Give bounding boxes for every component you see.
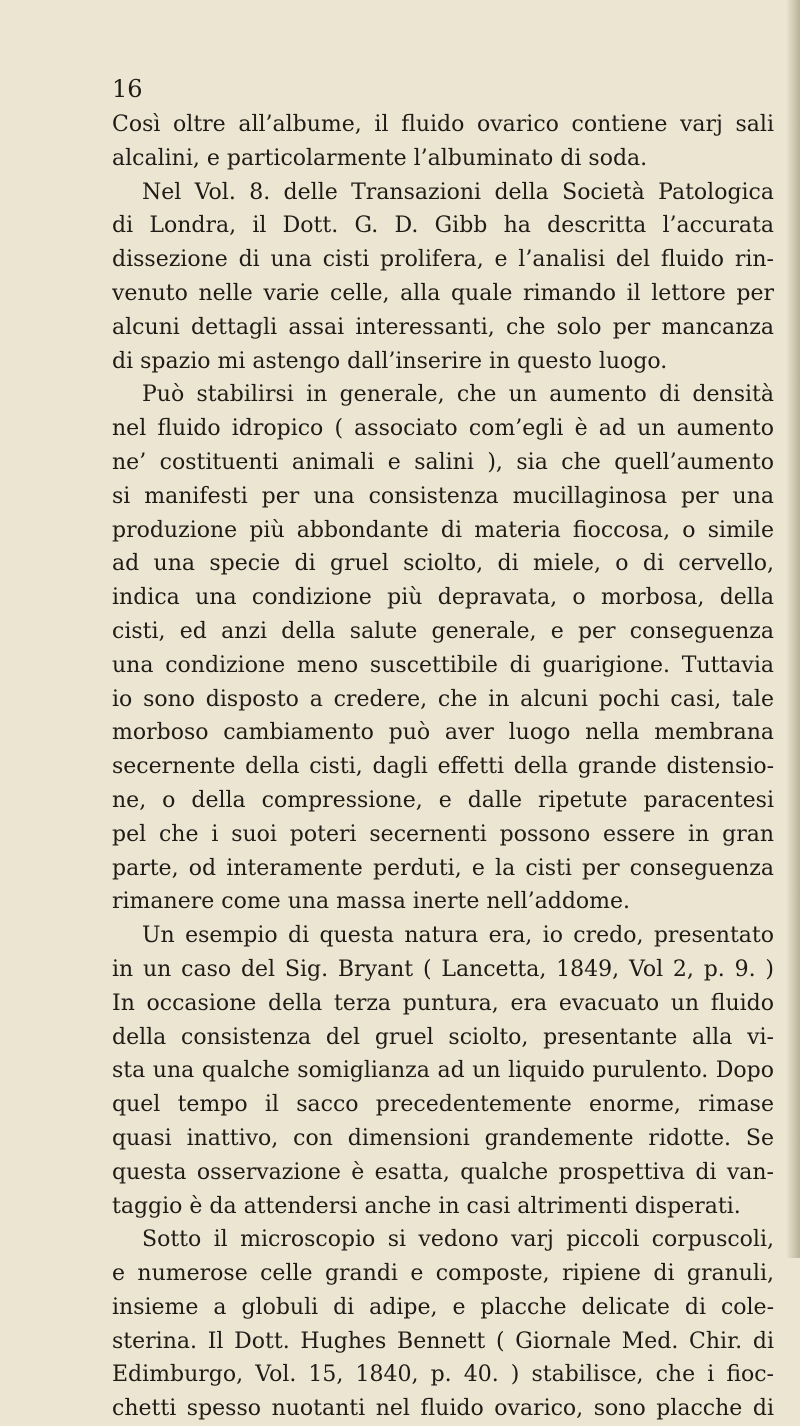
text-line: chetti spesso nuotanti nel fluido ovarico, sono placche di — [112, 1396, 774, 1422]
text-line: venuto nelle varie celle, alla quale rimando il lettore per — [112, 280, 774, 306]
page-number: 16 — [112, 75, 143, 103]
text-line: io sono disposto a credere, che in alcuni pochi casi, tale — [112, 686, 774, 712]
text-line: di Londra, il Dott. G. D. Gibb ha descritta l’accurata — [112, 213, 774, 239]
text-line: indica una condizione più depravata, o morbosa, della — [112, 585, 774, 611]
text-line: Edimburgo, Vol. 15, 1840, p. 40. ) stabilisce, che i fioc- — [112, 1362, 774, 1388]
text-line: rimanere come una massa inerte nell’addome. — [112, 889, 631, 915]
text-line: si manifesti per una consistenza mucillaginosa per una — [112, 483, 774, 509]
text-line: Nel Vol. 8. delle Transazioni della Società Patologica — [142, 179, 774, 205]
text-line: ne’ costituenti animali e salini ), sia che quell’aumento — [112, 449, 774, 475]
body-text — [112, 108, 774, 1426]
text-line: ad una specie di gruel sciolto, di miele, o di cervello, — [112, 551, 774, 577]
text-line: alcuni dettagli assai interessanti, che solo per mancanza — [112, 314, 774, 340]
text-line: pel che i suoi poteri secernenti possono essere in gran — [112, 821, 774, 847]
text-line: taggio è da attendersi anche in casi altrimenti disperati. — [112, 1193, 741, 1219]
text-line: quel tempo il sacco precedentemente enorme, rimase — [112, 1092, 774, 1118]
text-line: e numerose celle grandi e composte, ripiene di granuli, — [112, 1261, 774, 1287]
text-line: secernente della cisti, dagli effetti della grande distensio- — [112, 754, 774, 780]
text-line: morboso cambiamento può aver luogo nella membrana — [112, 720, 774, 746]
text-line: una condizione meno suscettibile di guarigione. Tuttavia — [112, 652, 774, 678]
text-line: Può stabilirsi in generale, che un aumento di densità — [142, 382, 774, 408]
text-line: questa osservazione è esatta, qualche prospettiva di van- — [112, 1159, 774, 1185]
text-line: produzione più abbondante di materia fioccosa, o simile — [112, 517, 774, 543]
text-line: Così oltre all’albume, il fluido ovarico contiene varj sali — [112, 112, 774, 137]
text-line: Sotto il microscopio si vedono varj piccoli corpuscoli, — [142, 1227, 774, 1253]
text-line: sterina. Il Dott. Hughes Bennett ( Giornale Med. Chir. di — [112, 1328, 774, 1354]
text-line: quasi inattivo, con dimensioni grandemente ridotte. Se — [112, 1125, 774, 1151]
text-line: ne, o della compressione, e dalle ripetute paracentesi — [112, 787, 774, 813]
text-line: parte, od interamente perduti, e la cisti per conseguenza — [112, 855, 774, 881]
text-line: alcalini, e particolarmente l’albuminato di soda. — [112, 145, 648, 171]
text-line: sta una qualche somiglianza ad un liquido purulento. Dopo — [112, 1058, 774, 1084]
text-line: nel fluido idropico ( associato com’egli è ad un aumento — [112, 416, 774, 442]
text-line: Un esempio di questa natura era, io credo, presentato — [142, 923, 774, 949]
text-line: In occasione della terza puntura, era evacuato un fluido — [112, 990, 774, 1016]
text-line: della consistenza del gruel sciolto, presentante alla vi- — [112, 1024, 774, 1050]
text-line: di spazio mi astengo dall’inserire in questo luogo. — [112, 348, 668, 374]
text-line: dissezione di una cisti prolifera, e l’analisi del fluido rin- — [112, 247, 774, 273]
text-line: cisti, ed anzi della salute generale, e per conseguenza — [112, 618, 774, 644]
page-edge-shadow — [786, 0, 800, 1258]
text-line: insieme a globuli di adipe, e placche delicate di cole- — [112, 1294, 774, 1320]
text-line: in un caso del Sig. Bryant ( Lancetta, 1849, Vol 2, p. 9. ) — [112, 956, 774, 982]
